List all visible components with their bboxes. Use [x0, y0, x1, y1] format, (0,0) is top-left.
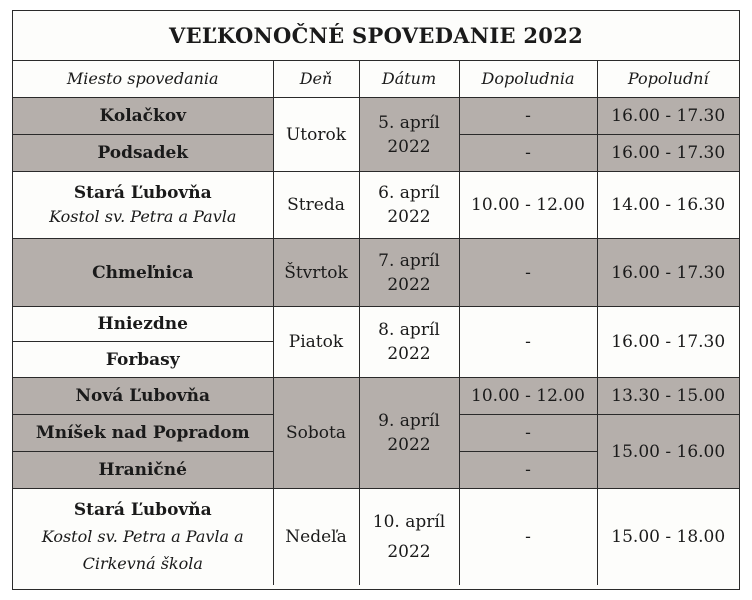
morning-cell: - [459, 239, 597, 307]
date-year: 2022 [387, 435, 431, 455]
day-cell: Nedeľa [273, 489, 359, 585]
place-cell: Podsadek [13, 135, 273, 172]
table-row [13, 239, 739, 307]
date-year: 2022 [387, 541, 431, 562]
date-day: 10. apríl [372, 511, 446, 532]
header-place: Miesto spovedania [13, 61, 273, 98]
header-row [13, 61, 739, 98]
place-cell: Forbasy [13, 342, 273, 378]
day-cell: Streda [273, 172, 359, 239]
morning-cell: - [459, 135, 597, 172]
header-morning: Dopoludnia [459, 61, 597, 98]
place-cell: Mníšek nad Popradom [13, 415, 273, 452]
place-subtitle: Cirkevná škola [82, 553, 203, 573]
place-cell: Kolačkov [13, 98, 273, 135]
date-cell [359, 98, 459, 172]
place-name: Stará Ľubovňa [73, 499, 212, 520]
place-cell: Hraničné [13, 452, 273, 489]
place-subtitle: Kostol sv. Petra a Pavla [49, 207, 237, 226]
place-cell: Nová Ľubovňa [13, 378, 273, 415]
header-day: Deň [273, 61, 359, 98]
day-cell: Piatok [273, 307, 359, 378]
date-day: 6. apríl [378, 183, 440, 203]
page-title: VEĽKONOČNÉ SPOVEDANIE 2022 [13, 11, 739, 61]
place-cell: Chmeľnica [13, 239, 273, 307]
morning-cell: - [459, 415, 597, 452]
table-row [13, 307, 739, 342]
date-day: 8. apríl [378, 320, 440, 340]
date-cell [359, 307, 459, 378]
date-day: 5. apríl [378, 112, 440, 133]
afternoon-cell: 16.00 - 17.30 [597, 98, 739, 135]
confession-schedule-table [13, 61, 739, 585]
date-cell [359, 378, 459, 489]
table-row [13, 172, 739, 239]
date-cell [359, 172, 459, 239]
day-cell: Sobota [273, 378, 359, 489]
table-row [13, 378, 739, 415]
place-cell [13, 172, 273, 239]
header-afternoon: Popoludní [597, 61, 739, 98]
place-subtitle: Kostol sv. Petra a Pavla a [41, 526, 244, 546]
date-cell [359, 239, 459, 307]
afternoon-cell: 14.00 - 16.30 [597, 172, 739, 239]
date-year: 2022 [387, 207, 431, 227]
date-year: 2022 [387, 344, 431, 364]
morning-cell: 10.00 - 12.00 [459, 378, 597, 415]
afternoon-cell: 16.00 - 17.30 [597, 307, 739, 378]
afternoon-cell: 15.00 - 16.00 [597, 415, 739, 489]
morning-cell: - [459, 98, 597, 135]
morning-cell: - [459, 452, 597, 489]
morning-cell: - [459, 307, 597, 378]
afternoon-cell: 16.00 - 17.30 [597, 135, 739, 172]
morning-cell: - [459, 489, 597, 585]
place-cell [13, 489, 273, 585]
table-row [13, 98, 739, 135]
date-cell [359, 489, 459, 585]
day-cell: Štvrtok [273, 239, 359, 307]
table-row [13, 489, 739, 585]
day-cell: Utorok [273, 98, 359, 172]
date-day: 9. apríl [378, 411, 440, 431]
date-day: 7. apríl [378, 250, 440, 271]
schedule-sheet [12, 10, 740, 590]
place-name: Stará Ľubovňa [73, 183, 212, 203]
morning-cell: 10.00 - 12.00 [459, 172, 597, 239]
place-cell: Hniezdne [13, 307, 273, 342]
afternoon-cell: 13.30 - 15.00 [597, 378, 739, 415]
date-year: 2022 [387, 136, 431, 157]
afternoon-cell: 16.00 - 17.30 [597, 239, 739, 307]
afternoon-cell: 15.00 - 18.00 [597, 489, 739, 585]
date-year: 2022 [387, 274, 431, 295]
header-date: Dátum [359, 61, 459, 98]
